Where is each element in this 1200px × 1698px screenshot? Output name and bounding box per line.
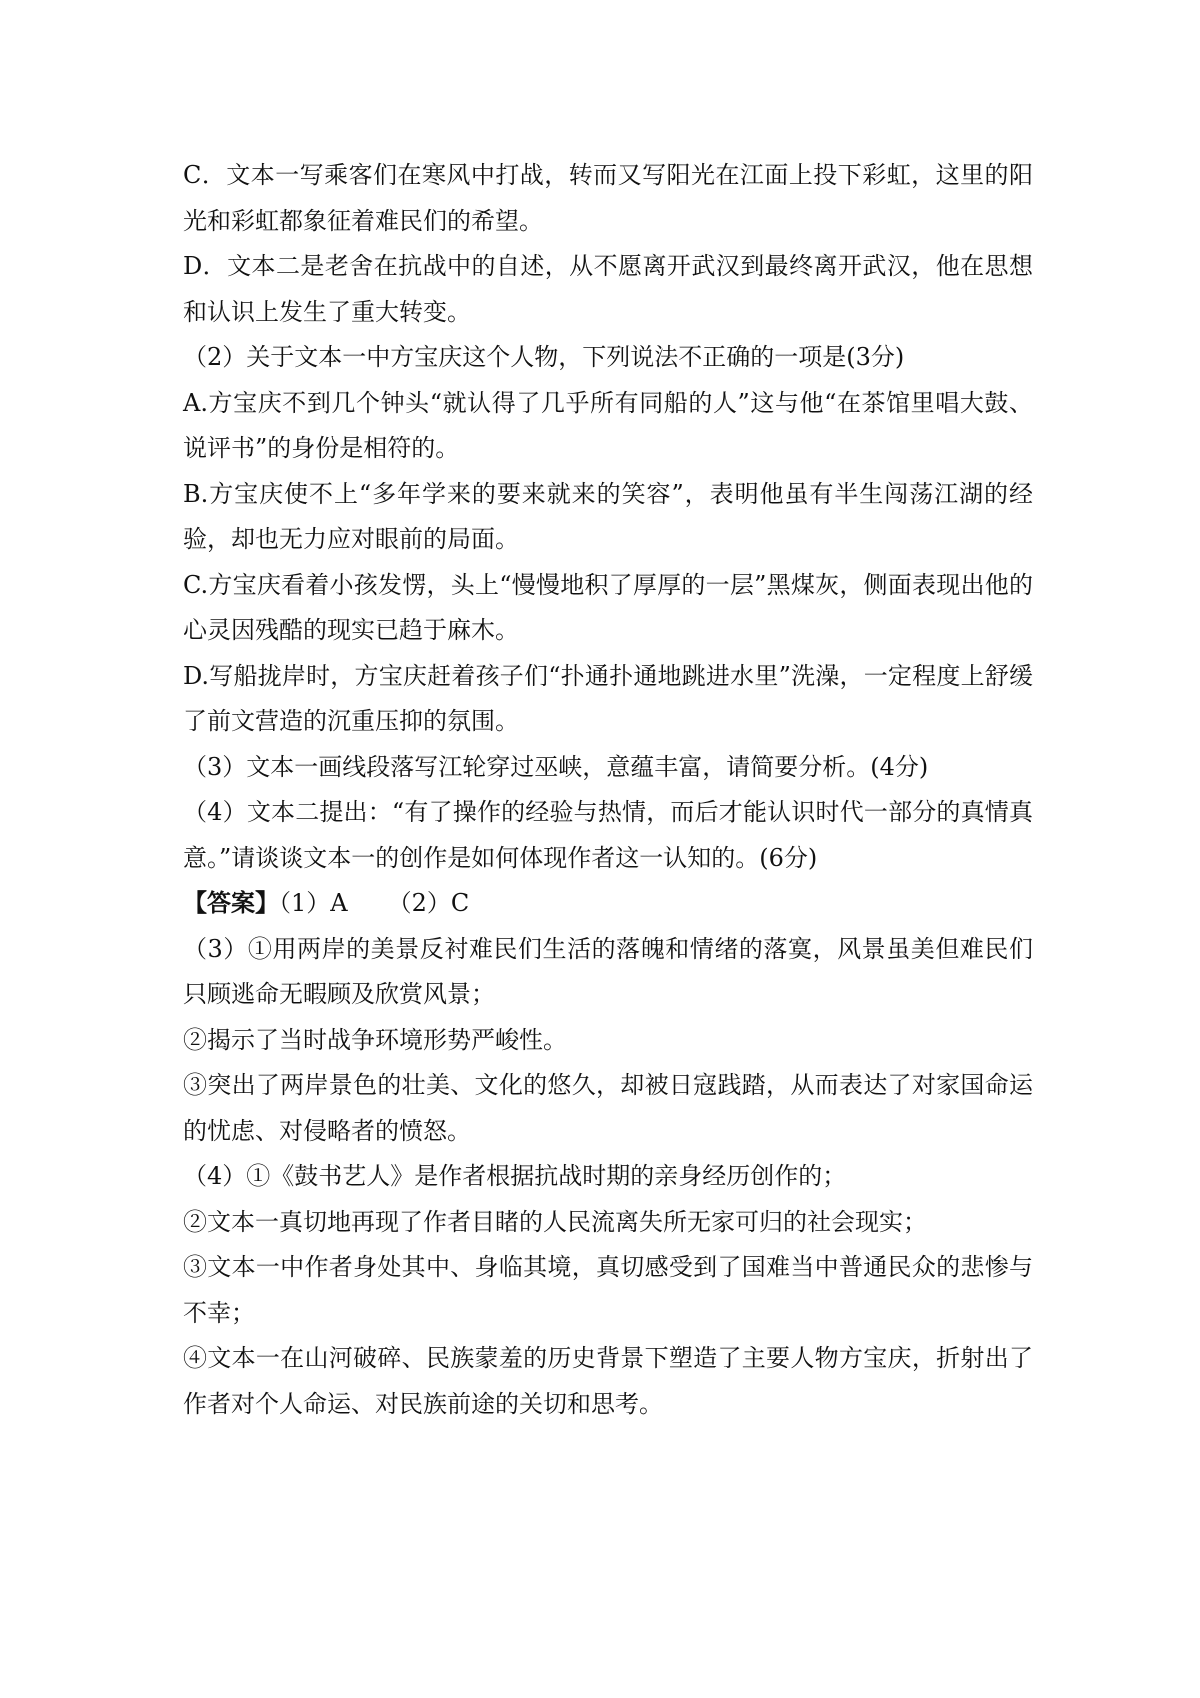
q2-option-d: D.写船拢岸时，方宝庆赶着孩子们“扑通扑通地跳进水里”洗澡，一定程度上舒缓了前文营造的沉重压抑的氛围。 <box>183 661 1033 735</box>
answer-q4-point-4: ④文本一在山河破碎、民族蒙羞的历史背景下塑造了主要人物方宝庆，折射出了作者对个人命运、对民族前途的关切和思考。 <box>183 1344 1033 1418</box>
q2-option-a: A.方宝庆不到几个钟头“就认得了几乎所有同船的人”这与他“在茶馆里唱大鼓、说评书”的身份是相符的。 <box>183 388 1033 462</box>
answer-q1: （1）A <box>279 889 348 917</box>
answer-q3-point-1: （3）①用两岸的美景反衬难民们生活的落魄和情绪的落寞，风景虽美但难民们只顾逃命无暇顾及欣赏风景； <box>183 934 1033 1008</box>
answer-q3-point-3: ③突出了两岸景色的壮美、文化的悠久，却被日寇践踏，从而表达了对家国命运的忧虑、对侵略者的愤怒。 <box>183 1071 1033 1145</box>
answer-q4-point-2: ②文本一真切地再现了作者目睹的人民流离失所无家可归的社会现实； <box>183 1207 927 1236</box>
answer-line <box>183 881 1033 927</box>
answer-q4-point-1: （4）①《鼓书艺人》是作者根据抗战时期的亲身经历创作的； <box>183 1162 847 1190</box>
q1-option-c: C．文本一写乘客们在寒风中打战，转而又写阳光在江面上投下彩虹，这里的阳光和彩虹都象征着难民们的希望。 <box>183 161 1033 235</box>
q4-stem: （4）文本二提出：“有了操作的经验与热情，而后才能认识时代一部分的真情真意。”请谈谈文本一的创作是如何体现作者这一认知的。(6分) <box>183 798 1033 872</box>
q1-option-d: D．文本二是老舍在抗战中的自述，从不愿离开武汉到最终离开武汉，他在思想和认识上发生了重大转变。 <box>183 252 1033 326</box>
q2-option-c: C.方宝庆看着小孩发愣，头上“慢慢地积了厚厚的一层”黑煤灰，侧面表现出他的心灵因残酷的现实已趋于麻木。 <box>183 570 1033 644</box>
q3-stem: （3）文本一画线段落写江轮穿过巫峡，意蕴丰富，请简要分析。(4分) <box>183 752 929 781</box>
document-page <box>183 153 1033 1427</box>
answer-label: 【答案】 <box>183 889 279 917</box>
answer-q3-point-2: ②揭示了当时战争环境形势严峻性。 <box>183 1025 567 1054</box>
q2-option-b: B.方宝庆使不上“多年学来的要来就来的笑容”，表明他虽有半生闯荡江湖的经验，却也无力应对眼前的局面。 <box>183 479 1033 553</box>
q2-stem: （2）关于文本一中方宝庆这个人物，下列说法不正确的一项是(3分) <box>183 343 905 371</box>
answer-q2: （2）C <box>387 889 470 917</box>
answer-q4-point-3: ③文本一中作者身处其中、身临其境，真切感受到了国难当中普通民众的悲惨与不幸； <box>183 1253 1033 1327</box>
